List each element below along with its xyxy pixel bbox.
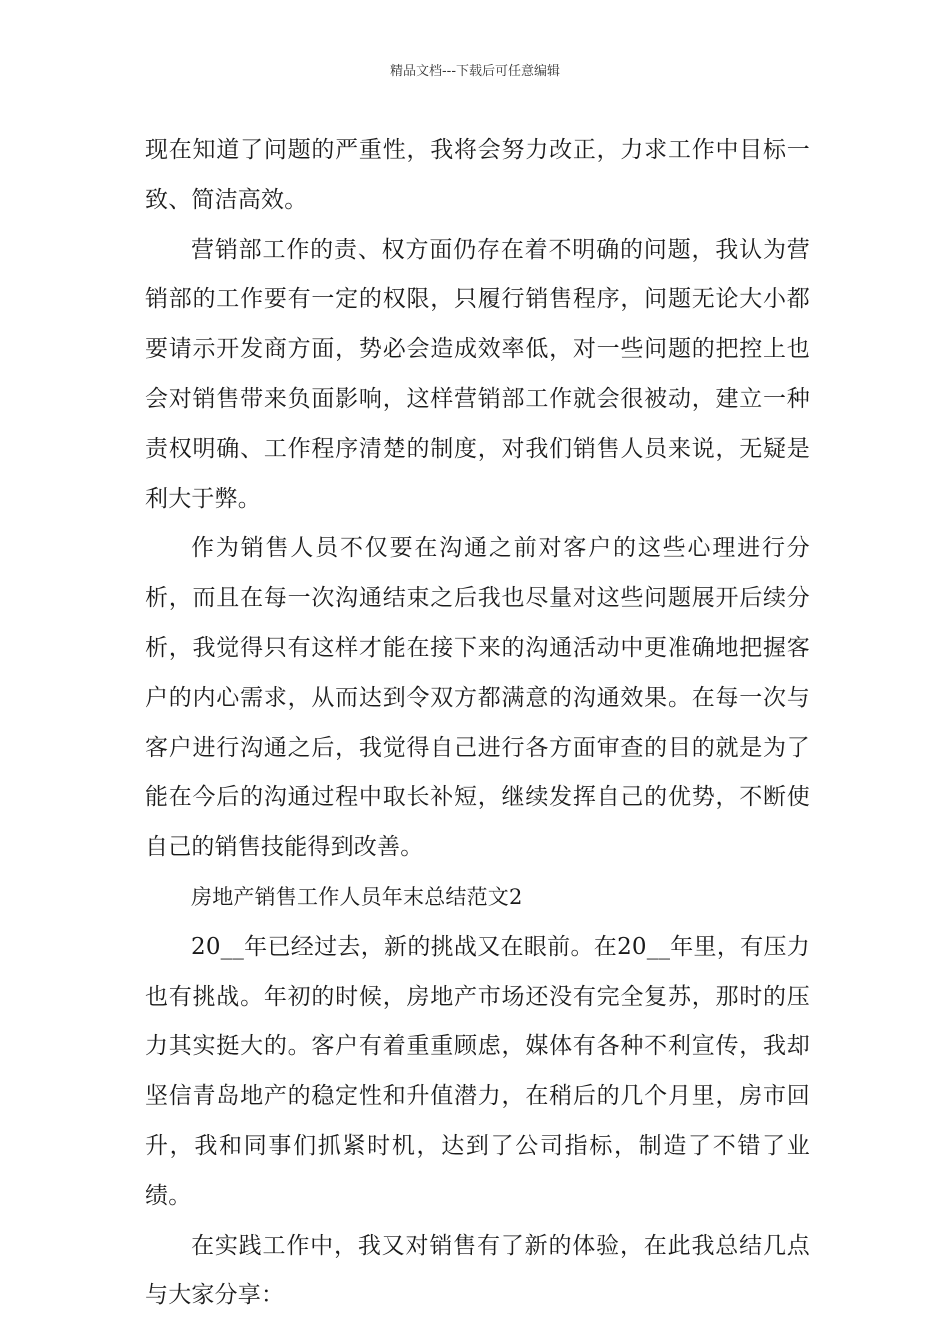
- section-heading: 房地产销售工作人员年末总结范文2: [191, 884, 523, 909]
- page-header: 精品文档---下载后可任意编辑: [389, 64, 561, 79]
- paragraph-4: 20__年已经过去，新的挑战又在眼前。在20__年里，有压力也有挑战。年初的时候，房地产市场还没有完全复苏，那时的压力其实挺大的。客户有着重重顾虑，媒体有各种不利宣传，我却坚信青岛地产的稳定性和升值潜力，在稍后的几个月里，房市回升，我和同事们抓紧时机，达到了公司指标，制造了不错了业绩。: [145, 933, 810, 1209]
- paragraph-1: 现在知道了问题的严重性，我将会努力改正，力求工作中目标一致、简洁高效。: [145, 137, 810, 213]
- paragraph-5: 在实践工作中，我又对销售有了新的体验，在此我总结几点与大家分享：: [145, 1232, 810, 1309]
- paragraph-2: 营销部工作的责、权方面仍存在着不明确的问题，我认为营销部的工作要有一定的权限，只履行销售程序，问题无论大小都要请示开发商方面，势必会造成效率低，对一些问题的把控上也会对销售带来负面影响，这样营销部工作就会很被动，建立一种责权明确、工作程序清楚的制度，对我们销售人员来说，无疑是利大于弊。: [145, 236, 810, 512]
- document-body: [145, 126, 810, 1321]
- paragraph-3: 作为销售人员不仅要在沟通之前对客户的这些心理进行分析，而且在每一次沟通结束之后我也尽量对这些问题展开后续分析，我觉得只有这样才能在接下来的沟通活动中更准确地把握客户的内心需求，从而达到令双方都满意的沟通效果。在每一次与客户进行沟通之后，我觉得自己进行各方面审查的目的就是为了能在今后的沟通过程中取长补短，继续发挥自己的优势，不断使自己的销售技能得到改善。: [145, 535, 810, 861]
